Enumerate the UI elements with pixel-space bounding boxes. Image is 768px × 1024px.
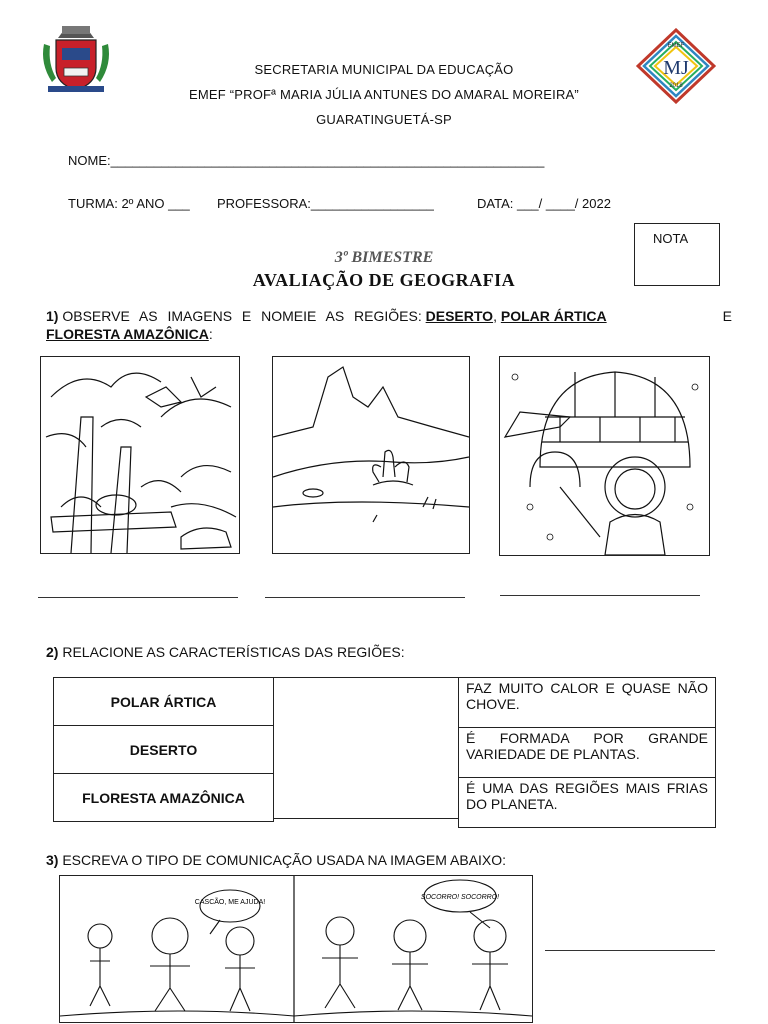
city-coat-of-arms bbox=[38, 24, 114, 96]
term-label: 3º BIMESTRE bbox=[334, 249, 434, 266]
speech-bubble-2: SOCORRO! SOCORRO! bbox=[420, 894, 500, 901]
trait-cell: FAZ MUITO CALOR E QUASE NÃO CHOVE. bbox=[459, 678, 716, 728]
comic-strip bbox=[59, 875, 533, 1023]
logo-initials: MJ bbox=[663, 57, 689, 79]
header-secretaria: SECRETARIA MUNICIPAL DA EDUCAÇÃO bbox=[254, 62, 514, 77]
date-field[interactable]: DATA: ___/ ____/ 2022 bbox=[477, 196, 611, 211]
comma: , bbox=[493, 308, 497, 324]
conjunction: E bbox=[722, 308, 732, 324]
question-2 bbox=[46, 644, 405, 660]
question-3 bbox=[46, 852, 506, 868]
answer-line-2[interactable] bbox=[265, 597, 465, 598]
answer-option-polar: POLAR ÁRTICA bbox=[500, 308, 607, 324]
answer-line-3[interactable] bbox=[500, 595, 700, 596]
answer-option-floresta: FLORESTA AMAZÔNICA bbox=[46, 326, 209, 342]
answer-line-q3[interactable] bbox=[545, 950, 715, 951]
polar-illustration bbox=[499, 356, 710, 556]
logo-top-text: EMEF bbox=[667, 43, 685, 49]
question-3-number: 3) bbox=[46, 852, 59, 868]
answer-line-1[interactable] bbox=[38, 597, 238, 598]
name-field[interactable]: NOME:____________________________________________________________ bbox=[68, 153, 545, 168]
logo-year: 2018 bbox=[669, 83, 683, 89]
region-cell: DESERTO bbox=[54, 726, 274, 774]
answer-option-deserto: DESERTO bbox=[425, 308, 494, 324]
page-title: AVALIAÇÃO DE GEOGRAFIA bbox=[252, 270, 516, 290]
regions-table bbox=[53, 677, 274, 822]
region-cell: FLORESTA AMAZÔNICA bbox=[54, 774, 274, 822]
question-1-number: 1) bbox=[46, 308, 59, 324]
trait-cell: É FORMADA POR GRANDE VARIEDADE DE PLANTAS. bbox=[459, 728, 716, 778]
region-cell: POLAR ÁRTICA bbox=[54, 678, 274, 726]
trait-cell: É UMA DAS REGIÕES MAIS FRIAS DO PLANETA. bbox=[459, 778, 716, 828]
question-1-text: OBSERVE AS IMAGENS E NOMEIE AS REGIÕES: bbox=[62, 308, 422, 324]
header-school: EMEF “PROFª MARIA JÚLIA ANTUNES DO AMARAL MOREIRA” bbox=[189, 87, 579, 102]
class-field[interactable]: TURMA: 2º ANO ___ bbox=[68, 196, 190, 211]
grade-label: NOTA bbox=[653, 231, 689, 246]
header-city: GUARATINGUETÁ-SP bbox=[316, 112, 452, 127]
traits-table bbox=[458, 677, 716, 828]
forest-illustration bbox=[40, 356, 240, 554]
colon: : bbox=[208, 326, 213, 342]
teacher-field[interactable]: PROFESSORA:_________________ bbox=[217, 196, 434, 211]
question-1 bbox=[46, 307, 732, 343]
matching-area[interactable] bbox=[274, 677, 458, 819]
question-2-text: RELACIONE AS CARACTERÍSTICAS DAS REGIÕES: bbox=[62, 644, 405, 660]
question-3-text: ESCREVA O TIPO DE COMUNICAÇÃO USADA NA IMAGEM ABAIXO: bbox=[62, 852, 507, 868]
question-2-number: 2) bbox=[46, 644, 59, 660]
speech-bubble-1: CASCÃO, ME AJUDA! bbox=[194, 899, 266, 906]
desert-illustration bbox=[272, 356, 470, 554]
